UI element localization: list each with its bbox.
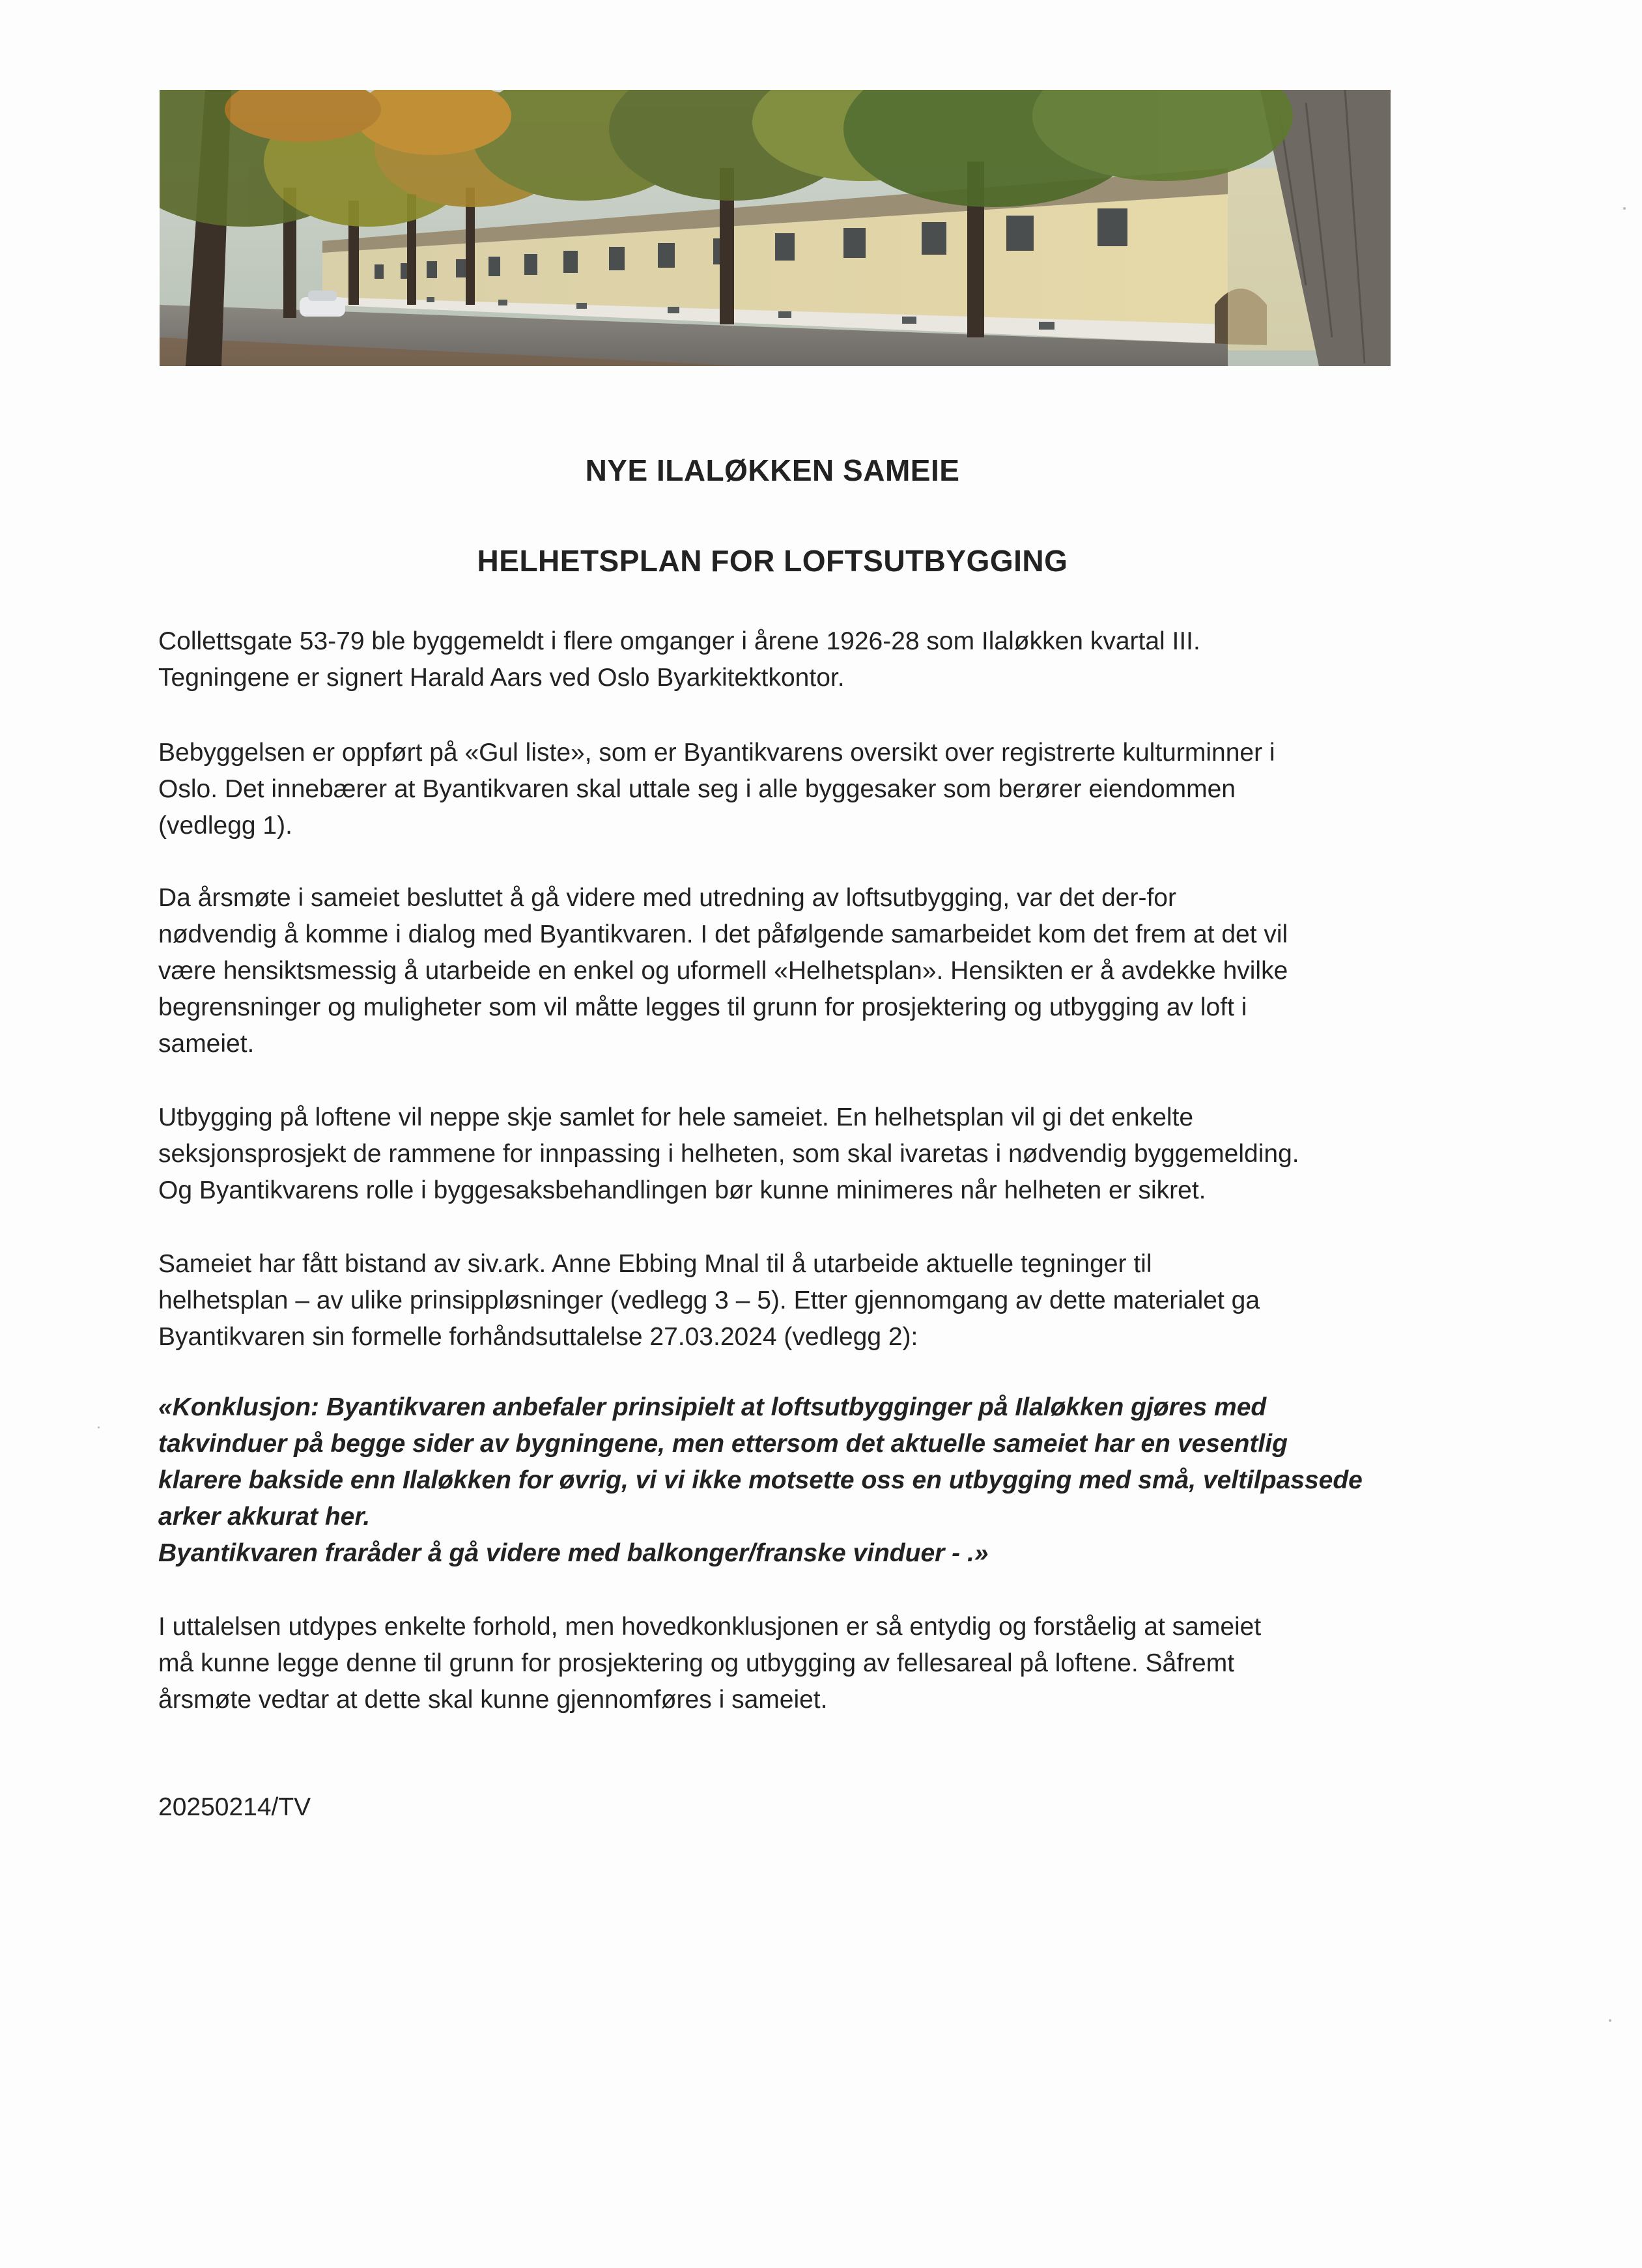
text-line: I uttalelsen utdypes enkelte forhold, men hovedkonklusjonen er så entydig og forståelig at sameiet xyxy=(158,1613,1262,1641)
paragraph-gul-liste xyxy=(158,735,1428,844)
text-line: må kunne legge denne til grunn for prosjektering og utbygging av fellesareal på loftene. Såfremt xyxy=(158,1649,1235,1677)
text-line: årsmøte vedtar at dette skal kunne gjennomføres i sameiet. xyxy=(158,1686,828,1714)
header-photo xyxy=(160,90,1391,366)
text-line: Tegningene er signert Harald Aars ved Oslo Byarkitektkontor. xyxy=(158,664,845,692)
paragraph-history xyxy=(158,623,1428,696)
quote-line: Byantikvaren fraråder å gå videre med balkonger/franske vinduer - .» xyxy=(158,1539,989,1567)
document-title: NYE ILALØKKEN SAMEIE xyxy=(585,453,960,487)
paragraph-closing xyxy=(158,1609,1428,1718)
text-line: seksjonsprosjekt de rammene for innpassing i helheten, som skal ivaretas i nødvendig byggemelding. xyxy=(158,1140,1299,1168)
text-line: Oslo. Det innebærer at Byantikvaren skal uttale seg i alle byggesaker som berører eiendommen xyxy=(158,775,1236,803)
paragraph-bistand xyxy=(158,1246,1428,1355)
scan-speck xyxy=(1609,2019,1611,2022)
quote-line: klarere bakside enn Ilaløkken for øvrig, vi vi ikke motsette oss en utbygging med små, veltilpassede xyxy=(158,1466,1363,1494)
text-line: (vedlegg 1). xyxy=(158,812,292,840)
paragraph-utbygging xyxy=(158,1099,1428,1209)
quote-line: arker akkurat her. xyxy=(158,1503,371,1531)
text-line: sameiet. xyxy=(158,1030,255,1058)
text-line: Da årsmøte i sameiet besluttet å gå videre med utredning av loftsutbygging, var det der-for xyxy=(158,884,1176,912)
paragraph-arsmote xyxy=(158,880,1428,1062)
quote-line: takvinduer på begge sider av bygningene, men ettersom det aktuelle sameiet har en vesentlig xyxy=(158,1430,1288,1458)
text-line: Utbygging på loftene vil neppe skje samlet for hele sameiet. En helhetsplan vil gi det enkelte xyxy=(158,1103,1194,1131)
text-line: begrensninger og muligheter som vil måtte legges til grunn for prosjektering og utbygging av loft i xyxy=(158,993,1247,1021)
text-line: helhetsplan – av ulike prinsippløsninger (vedlegg 3 – 5). Etter gjennomgang av dette materialet ga xyxy=(158,1286,1260,1314)
signature-date: 20250214/TV xyxy=(158,1793,311,1821)
quote-line: «Konklusjon: Byantikvaren anbefaler prinsipielt at loftsutbygginger på Ilaløkken gjøres med xyxy=(158,1393,1267,1421)
text-line: nødvendig å komme i dialog med Byantikvaren. I det påfølgende samarbeidet kom det frem at det vil xyxy=(158,920,1288,948)
text-line: Collettsgate 53-79 ble byggemeldt i flere omganger i årene 1926-28 som Ilaløkken kvartal III. xyxy=(158,627,1200,655)
text-line: være hensiktsmessig å utarbeide en enkel og uformell «Helhetsplan». Hensikten er å avdekke hvilke xyxy=(158,957,1288,985)
text-line: Byantikvaren sin formelle forhåndsuttalelse 27.03.2024 (vedlegg 2): xyxy=(158,1323,918,1351)
text-line: Og Byantikvarens rolle i byggesaksbehandlingen bør kunne minimeres når helheten er sikret. xyxy=(158,1176,1206,1204)
scan-speck xyxy=(98,1426,100,1428)
document-subtitle: HELHETSPLAN FOR LOFTSUTBYGGING xyxy=(477,544,1068,578)
text-line: Sameiet har fått bistand av siv.ark. Anne Ebbing Mnal til å utarbeide aktuelle tegninger til xyxy=(158,1250,1152,1278)
conclusion-quote xyxy=(158,1389,1428,1572)
header-photo-illustration xyxy=(160,90,1391,366)
scan-speck xyxy=(1623,207,1626,210)
text-line: Bebyggelsen er oppført på «Gul liste», som er Byantikvarens oversikt over registrerte kulturminner i xyxy=(158,739,1275,767)
